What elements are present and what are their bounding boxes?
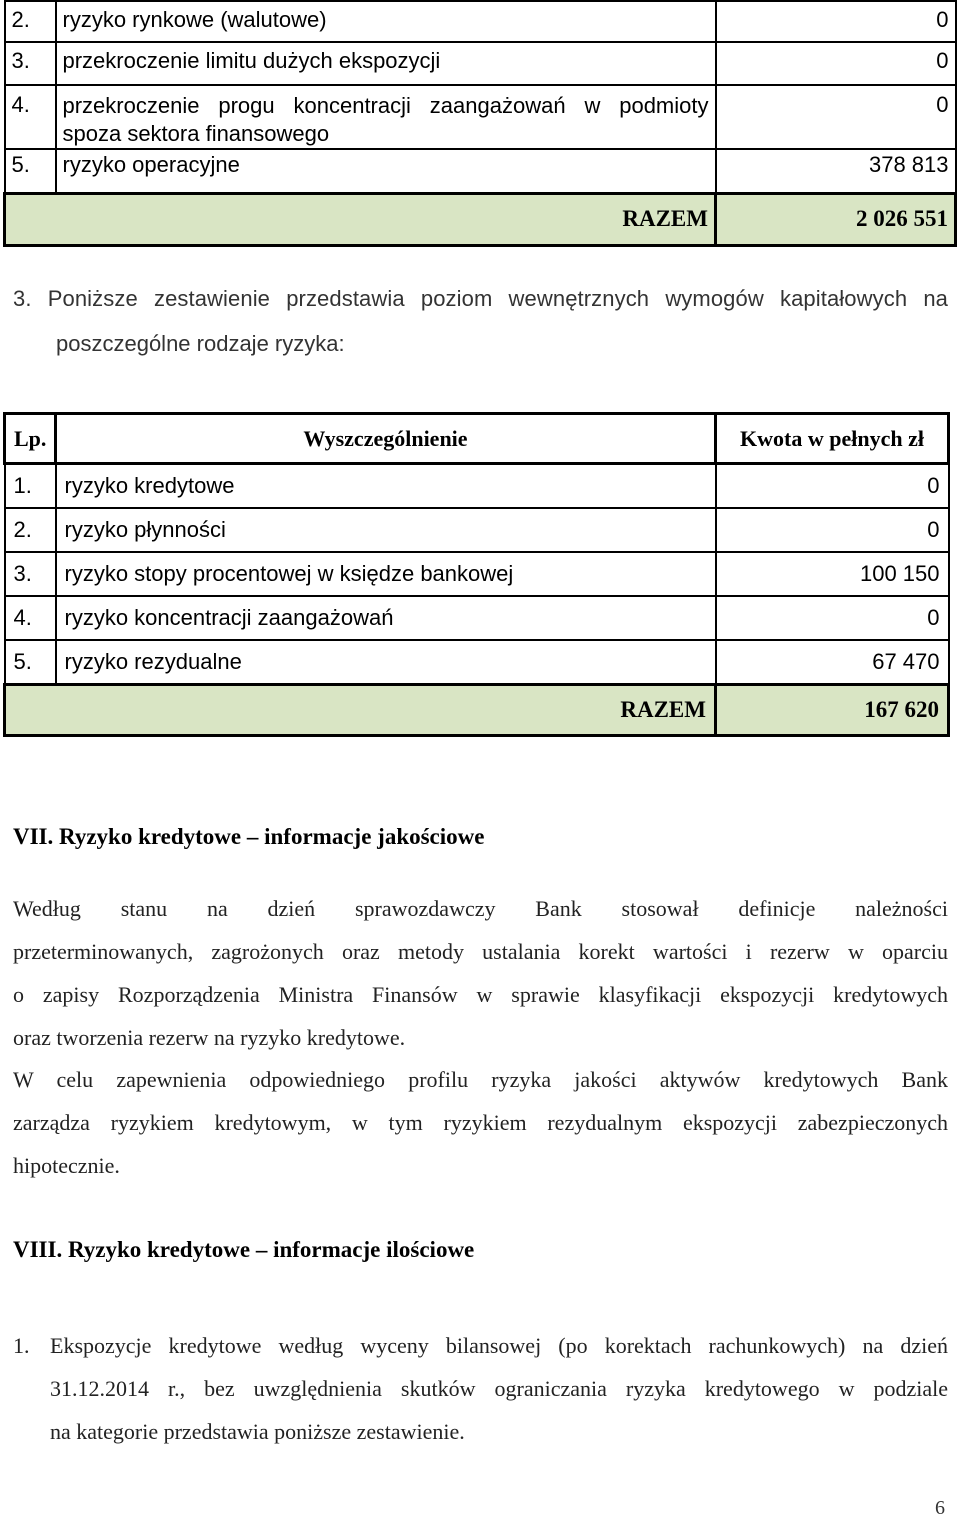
row-value: 0 bbox=[716, 508, 949, 552]
table-row bbox=[5, 508, 949, 552]
total-value: 2 026 551 bbox=[716, 193, 956, 245]
paragraph-line: na kategorie przedstawia poniższe zestawienie. bbox=[50, 1419, 465, 1444]
section-7-paragraph-1 bbox=[13, 887, 948, 1059]
row-description-line: spoza sektora finansowego bbox=[62, 121, 330, 146]
row-description: ryzyko kredytowe bbox=[56, 464, 716, 508]
row-value: 0 bbox=[716, 464, 949, 508]
table-row bbox=[5, 1, 956, 42]
header-description: Wyszczególnienie bbox=[56, 414, 716, 464]
section-8-item-number: 1. bbox=[13, 1333, 30, 1358]
total-value: 167 620 bbox=[716, 684, 949, 735]
row-value: 0 bbox=[716, 85, 956, 149]
row-number: 4. bbox=[5, 596, 56, 640]
row-description: ryzyko stopy procentowej w księdze bankowej bbox=[56, 552, 716, 596]
row-description: ryzyko rezydualne bbox=[56, 640, 716, 684]
table-header-row bbox=[5, 414, 949, 464]
row-number: 5. bbox=[5, 149, 56, 193]
row-description: ryzyko koncentracji zaangażowań bbox=[56, 596, 716, 640]
row-description bbox=[56, 85, 716, 149]
paragraph-line: zarządza ryzykiem kredytowym, w tym ryzykiem rezydualnym ekspozycji zabezpieczonych bbox=[13, 1110, 948, 1135]
row-number: 4. bbox=[5, 85, 56, 149]
header-amount: Kwota w pełnych zł bbox=[716, 414, 949, 464]
page-number: 6 bbox=[935, 1497, 945, 1519]
paragraph-line: hipotecznie. bbox=[13, 1153, 120, 1178]
section-8-item-text bbox=[50, 1324, 948, 1453]
row-description: ryzyko rynkowe (walutowe) bbox=[56, 1, 716, 42]
paragraph-line: W celu zapewnienia odpowiedniego profilu ryzyka jakości aktywów kredytowych Bank bbox=[13, 1067, 948, 1092]
section-3-line2: poszczególne rodzaje ryzyka: bbox=[56, 331, 345, 356]
paragraph-line: o zapisy Rozporządzenia Ministra Finansów w sprawie klasyfikacji ekspozycji kredytowych bbox=[13, 982, 948, 1007]
row-description: przekroczenie limitu dużych ekspozycji bbox=[56, 42, 716, 85]
section-8-heading: VIII. Ryzyko kredytowe – informacje ilościowe bbox=[13, 1237, 475, 1262]
table-row bbox=[5, 552, 949, 596]
capital-requirements-table bbox=[3, 0, 957, 247]
section-7-paragraph-2 bbox=[13, 1058, 948, 1187]
internal-capital-table bbox=[3, 412, 950, 737]
row-number: 5. bbox=[5, 640, 56, 684]
paragraph-line: Ekspozycje kredytowe według wyceny bilansowej (po korektach rachunkowych) na dzień bbox=[50, 1333, 948, 1358]
row-value: 378 813 bbox=[716, 149, 956, 193]
table-row bbox=[5, 640, 949, 684]
paragraph-line: Według stanu na dzień sprawozdawczy Bank stosował definicje należności bbox=[13, 896, 948, 921]
row-number: 2. bbox=[5, 508, 56, 552]
row-value: 67 470 bbox=[716, 640, 949, 684]
section-3-line1: 3. Poniższe zestawienie przedstawia poziom wewnętrznych wymogów kapitałowych na bbox=[13, 286, 948, 311]
section-7-heading: VII. Ryzyko kredytowe – informacje jakościowe bbox=[13, 824, 485, 849]
total-row bbox=[5, 193, 956, 245]
row-value: 0 bbox=[716, 1, 956, 42]
row-number: 2. bbox=[5, 1, 56, 42]
row-description-line: przekroczenie progu koncentracji zaangażowań w podmioty bbox=[62, 93, 709, 118]
row-description: ryzyko operacyjne bbox=[56, 149, 716, 193]
table-row bbox=[5, 149, 956, 193]
header-lp: Lp. bbox=[5, 414, 56, 464]
paragraph-line: przeterminowanych, zagrożonych oraz metody ustalania korekt wartości i rezerw w oparciu bbox=[13, 939, 948, 964]
row-description: ryzyko płynności bbox=[56, 508, 716, 552]
row-value: 0 bbox=[716, 596, 949, 640]
row-value: 100 150 bbox=[716, 552, 949, 596]
table-row bbox=[5, 42, 956, 85]
row-value: 0 bbox=[716, 42, 956, 85]
row-number: 3. bbox=[5, 42, 56, 85]
total-label: RAZEM bbox=[5, 193, 716, 245]
row-number: 1. bbox=[5, 464, 56, 508]
row-number: 3. bbox=[5, 552, 56, 596]
total-label: RAZEM bbox=[5, 684, 716, 735]
table-row bbox=[5, 464, 949, 508]
paragraph-line: 31.12.2014 r., bez uwzględnienia skutków ograniczania ryzyka kredytowego w podziale bbox=[50, 1376, 948, 1401]
total-row bbox=[5, 684, 949, 735]
table-row bbox=[5, 85, 956, 149]
paragraph-line: oraz tworzenia rezerw na ryzyko kredytowe. bbox=[13, 1025, 406, 1050]
table-row bbox=[5, 596, 949, 640]
